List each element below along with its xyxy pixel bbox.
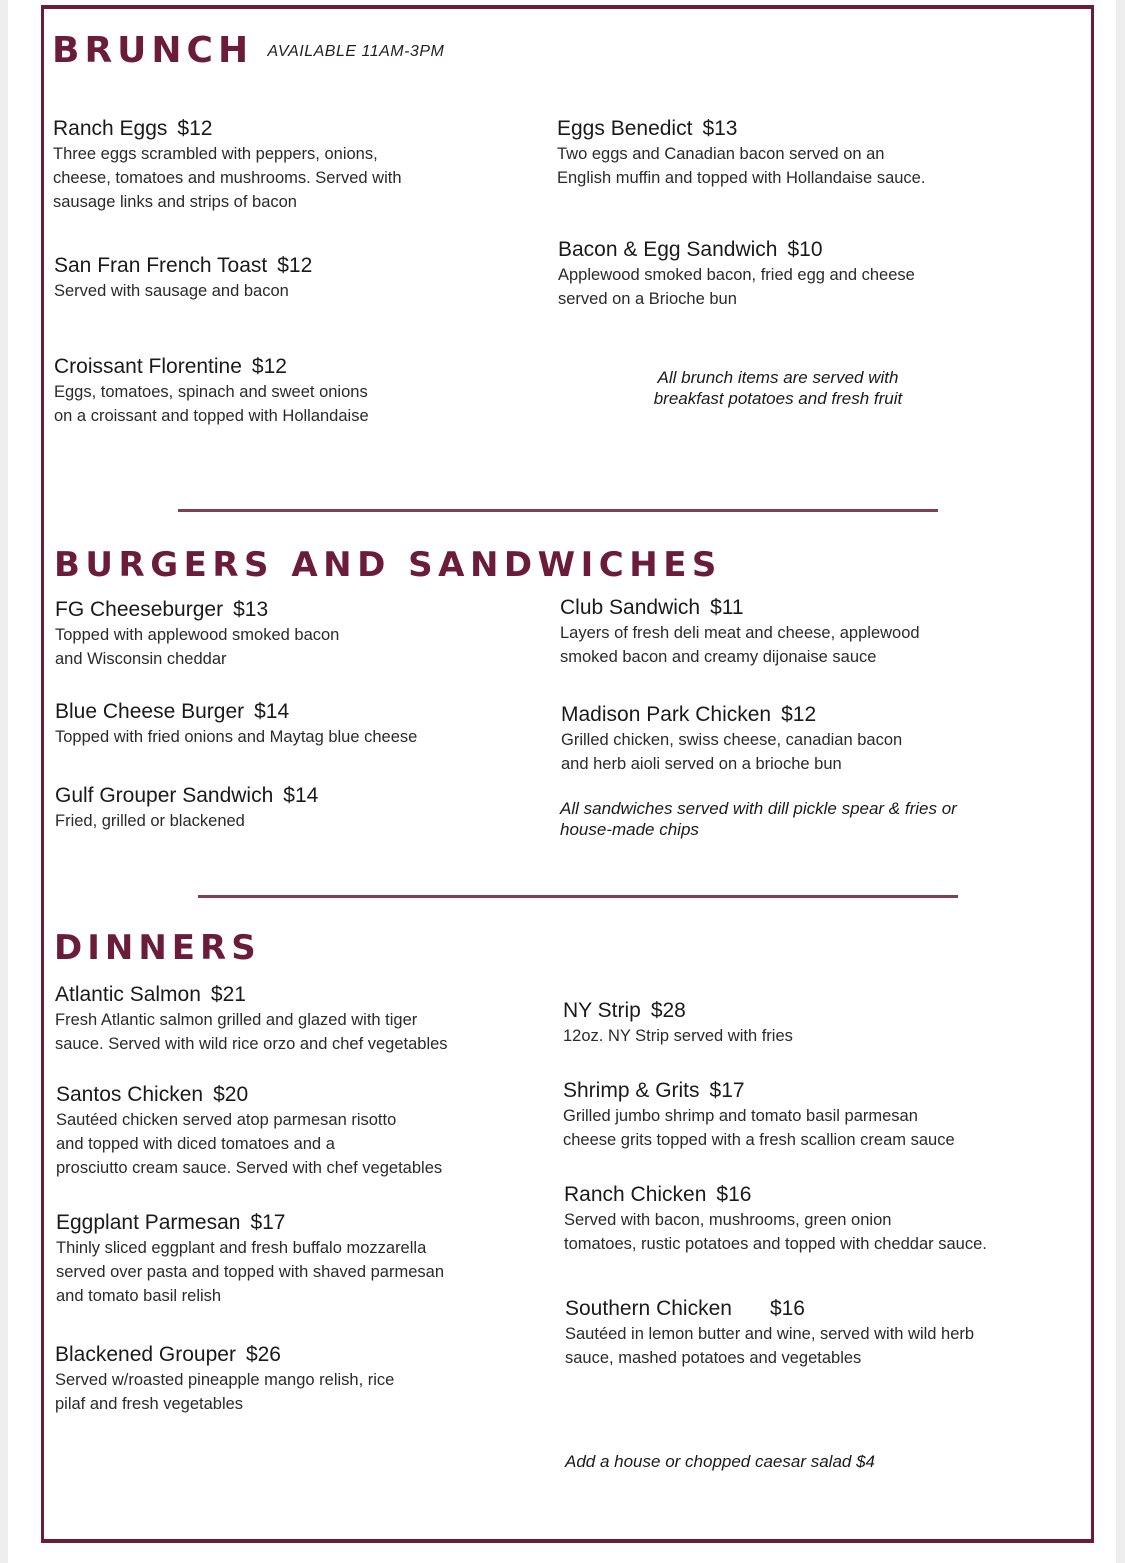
menu-item xyxy=(53,116,523,214)
item-price: $28 xyxy=(650,999,686,1022)
dinners-header xyxy=(54,928,261,968)
item-name: NY Strip xyxy=(563,999,641,1022)
menu-item xyxy=(55,783,525,833)
menu-item xyxy=(54,253,524,303)
menu-item xyxy=(55,1342,525,1416)
brunch-title: BRUNCH xyxy=(52,30,254,71)
item-description: Topped with fried onions and Maytag blue cheese xyxy=(55,728,418,746)
item-name: FG Cheeseburger xyxy=(55,598,224,621)
dinners-title: DINNERS xyxy=(54,928,261,968)
menu-item xyxy=(56,1082,526,1180)
item-price: $12 xyxy=(177,117,213,140)
item-price: $14 xyxy=(254,700,290,723)
burgers-note: All sandwiches served with dill pickle spear & fries or house-made chips xyxy=(560,799,957,839)
item-description: Applewood smoked bacon, fried egg and cheese served on a Brioche bun xyxy=(558,266,915,308)
item-name: Gulf Grouper Sandwich xyxy=(55,784,274,807)
item-price: $12 xyxy=(251,355,287,378)
menu-item xyxy=(560,595,1030,669)
item-price: $20 xyxy=(213,1083,249,1106)
item-name: Shrimp & Grits xyxy=(563,1079,700,1102)
burgers-title: BURGERS AND SANDWICHES xyxy=(54,545,722,585)
item-description: Served with bacon, mushrooms, green onion tomatoes, rustic potatoes and topped with cheddar sauce. xyxy=(564,1211,987,1253)
item-description: Two eggs and Canadian bacon served on an English muffin and topped with Hollandaise sauce. xyxy=(557,145,926,187)
menu-item xyxy=(561,702,1031,776)
item-description: Fresh Atlantic salmon grilled and glazed with tiger sauce. Served with wild rice orzo and chef vegetables xyxy=(55,1011,448,1053)
menu-item xyxy=(55,699,525,749)
item-description: Topped with applewood smoked bacon and Wisconsin cheddar xyxy=(55,626,340,668)
item-name: Blackened Grouper xyxy=(55,1343,236,1366)
item-name: Bacon & Egg Sandwich xyxy=(558,238,778,261)
item-price: $10 xyxy=(787,238,823,261)
item-name: Southern Chicken xyxy=(565,1297,732,1320)
item-name: San Fran French Toast xyxy=(54,254,268,277)
section-divider xyxy=(198,895,958,898)
item-name: Blue Cheese Burger xyxy=(55,700,245,723)
brunch-note: All brunch items are served with breakfast potatoes and fresh fruit xyxy=(653,368,903,408)
burgers-header xyxy=(54,545,722,585)
item-name: Croissant Florentine xyxy=(54,355,242,378)
brunch-header xyxy=(52,30,444,71)
item-name: Ranch Eggs xyxy=(53,117,168,140)
item-name: Atlantic Salmon xyxy=(55,983,201,1006)
item-price: $12 xyxy=(277,254,313,277)
menu-item xyxy=(563,998,1033,1048)
menu-item xyxy=(56,1210,526,1308)
item-price: $26 xyxy=(245,1343,281,1366)
item-name: Santos Chicken xyxy=(56,1083,204,1106)
menu-item xyxy=(565,1296,1055,1370)
item-price: $14 xyxy=(283,784,319,807)
section-divider xyxy=(178,509,938,512)
item-description: 12oz. NY Strip served with fries xyxy=(563,1027,793,1045)
item-name: Ranch Chicken xyxy=(564,1183,707,1206)
item-price: $13 xyxy=(233,598,269,621)
item-price: $17 xyxy=(709,1079,745,1102)
item-price: $13 xyxy=(702,117,738,140)
item-description: Thinly sliced eggplant and fresh buffalo mozzarella served over pasta and topped with shaved parmesan and tomato basil relish xyxy=(56,1239,444,1305)
item-price: $17 xyxy=(250,1211,286,1234)
item-description: Grilled jumbo shrimp and tomato basil parmesan cheese grits topped with a fresh scallion cream sauce xyxy=(563,1107,955,1149)
item-description: Eggs, tomatoes, spinach and sweet onions on a croissant and topped with Hollandaise xyxy=(54,383,369,425)
item-price: $21 xyxy=(210,983,246,1006)
dinners-note: Add a house or chopped caesar salad $4 xyxy=(565,1452,876,1471)
menu-item xyxy=(563,1078,1033,1152)
item-name: Madison Park Chicken xyxy=(561,703,772,726)
brunch-availability: AVAILABLE 11AM-3PM xyxy=(267,43,445,60)
item-price: $16 xyxy=(769,1297,805,1320)
menu-item xyxy=(564,1182,1054,1256)
item-description: Three eggs scrambled with peppers, onions, cheese, tomatoes and mushrooms. Served with sausage links and strips of bacon xyxy=(53,145,402,211)
menu-item xyxy=(558,237,1028,311)
item-price: $16 xyxy=(716,1183,752,1206)
item-description: Sautéed in lemon butter and wine, served with wild herb sauce, mashed potatoes and vegetables xyxy=(565,1325,975,1367)
item-price: $12 xyxy=(781,703,817,726)
item-description: Grilled chicken, swiss cheese, canadian bacon and herb aioli served on a brioche bun xyxy=(561,731,903,773)
item-description: Served w/roasted pineapple mango relish, rice pilaf and fresh vegetables xyxy=(55,1371,395,1413)
item-description: Fried, grilled or blackened xyxy=(55,812,245,830)
item-name: Eggplant Parmesan xyxy=(56,1211,241,1234)
item-name: Eggs Benedict xyxy=(557,117,693,140)
item-description: Layers of fresh deli meat and cheese, applewood smoked bacon and creamy dijonaise sauce xyxy=(560,624,920,666)
menu-item xyxy=(54,354,524,428)
menu-sheet xyxy=(8,0,1116,1563)
menu-item xyxy=(557,116,1027,190)
item-price: $11 xyxy=(710,596,744,619)
menu-item xyxy=(55,982,525,1056)
menu-item xyxy=(55,597,525,671)
item-name: Club Sandwich xyxy=(560,596,701,619)
item-description: Sautéed chicken served atop parmesan risotto and topped with diced tomatoes and a prosciutto cream sauce. Served with chef vegetables xyxy=(56,1111,443,1177)
item-description: Served with sausage and bacon xyxy=(54,282,289,300)
